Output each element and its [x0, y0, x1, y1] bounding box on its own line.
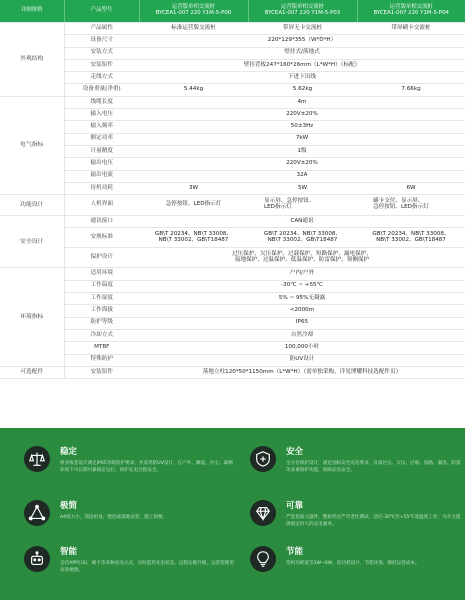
group-appearance: 外观结构: [0, 23, 64, 97]
cell-value: 220V±20%: [139, 158, 465, 170]
table-row: [0, 195, 465, 216]
cell-value: 5% ~ 95%无凝露: [139, 293, 465, 305]
cell-value: 过压保护、欠压保护、过载保护、短路保护、漏电保护、 接地保护、过温保护、低温保护、防雷保护、领侧保护: [139, 248, 465, 268]
cell-p00: 标准运营版交流桩: [139, 23, 248, 35]
feature-desc: 机身钣金设计满足IP65等级防护要求，并采用防UV设计，在户外、潮湿、沙尘、暴晒环境下可长期可靠稳定运行，保护充电过程安全。: [60, 461, 233, 474]
cell-p03: 显示屏、急停按钮、 LED指示灯: [248, 195, 357, 216]
table-row: [0, 23, 465, 35]
cell-value: 户内/户外: [139, 268, 465, 280]
row-label: 冷却方式: [64, 329, 139, 341]
table-row: [0, 216, 465, 228]
feature-title: 安全: [286, 447, 304, 457]
table-row: [0, 35, 465, 47]
feature-desc: A4纸大小，简洁机身，壁挂或落地安装，施工简便。: [60, 515, 168, 520]
table-row: [0, 84, 465, 96]
row-label: 计量精度: [64, 145, 139, 157]
table-row: [0, 342, 465, 354]
cell-p03: 5W: [248, 182, 357, 194]
table-header: [0, 0, 465, 23]
robot-icon: [24, 546, 50, 572]
cell-value: 落地立柱120*50*1150mm（L*W*H）（需单独采购，详见博耀科技选配件页）: [139, 366, 465, 378]
row-label: 安规标准: [64, 228, 139, 248]
row-label: 安装方式: [64, 47, 139, 59]
header-model-p00: 运营版单相交流桩 BYCEA1-007 220 Y1M-5-P00: [139, 0, 248, 23]
cell-p04: GB\T 20234、NB\T 33008、 NB\T 33002、GB\T18487: [357, 228, 465, 248]
feature-title: 节能: [286, 547, 304, 557]
row-label: 设备尺寸: [64, 35, 139, 47]
feature-desc: 全方位保护设计，满足国标安全充电要求，具备过压、欠压、过载、短路、漏电、防雷等多重保护功能，保障充电安全。: [286, 461, 461, 474]
feature-title: 稳定: [60, 447, 78, 457]
cell-value: 100,000小时: [139, 342, 465, 354]
cell-value: -30℃ ~ +55℃: [139, 280, 465, 292]
shield-plus-icon: [250, 446, 276, 472]
feature-desc: 支持APP扫码、刷卡等多种充电方式，实时监控充电状态，远程运维升级，运营管理更高效便捷。: [60, 561, 235, 574]
cell-p03: GB\T 20234、NB\T 33008、 NB\T 33002、GB\T18487: [248, 228, 357, 248]
cell-p00: GB\T 20234、NB\T 33008、 NB\T 33002、GB\T18487: [139, 228, 248, 248]
row-label: 防护等级: [64, 317, 139, 329]
row-label: 工作海拔: [64, 305, 139, 317]
cell-p03: 5.62kg: [248, 84, 357, 96]
group-safety: 安全设计: [0, 216, 64, 268]
table-row: [0, 366, 465, 378]
table-row: [0, 268, 465, 280]
cell-p04: 6W: [357, 182, 465, 194]
cell-p04: 刷卡支付、显示屏、 急停按钮、LED指示灯: [357, 195, 465, 216]
feature-title: 可靠: [286, 501, 304, 511]
cell-p00: 5.44kg: [139, 84, 248, 96]
cell-value: 防UV设计: [139, 354, 465, 366]
row-label: 线缆长度: [64, 96, 139, 108]
row-label: 输出电压: [64, 158, 139, 170]
group-electrical: 电气指标: [0, 96, 64, 194]
row-label: 设备重量(净重): [64, 84, 139, 96]
header-model-p03: 运营版单相交流桩 BYCEA1-007 220 Y1M-5-P03: [248, 0, 357, 23]
table-row: [0, 305, 465, 317]
cell-value: <2000m: [139, 305, 465, 317]
cell-p00: 3W: [139, 182, 248, 194]
cell-value: 壁挂式/落地式: [139, 47, 465, 59]
table-row: [0, 96, 465, 108]
diamond-icon: [250, 500, 276, 526]
row-label: 待机功耗: [64, 182, 139, 194]
feature-title: 极简: [60, 501, 78, 511]
cell-value: 220*129*355（W*D*H）: [139, 35, 465, 47]
feature-desc: 严选优质元器件，整桩经过严苛老化测试，适应-30℃至+55℃宽温度工作，为车主提供稳定持久的充电服务。: [286, 515, 461, 528]
cell-value: 1级: [139, 145, 465, 157]
row-label: 额定功率: [64, 133, 139, 145]
cell-value: 自然冷却: [139, 329, 465, 341]
table-row: [0, 59, 465, 71]
cell-p04: 带屏刷卡交流桩: [357, 23, 465, 35]
group-function: 功能设计: [0, 195, 64, 216]
cell-value: IP65: [139, 317, 465, 329]
table-row: [0, 109, 465, 121]
group-accessories: 可选配件: [0, 366, 64, 378]
header-model-p04: 运营版单相交流桩 BYCEA1-007 220 Y1M-5-P04: [357, 0, 465, 23]
table-row: [0, 329, 465, 341]
row-label: 适用环境: [64, 268, 139, 280]
group-environment: 环境指标: [0, 268, 64, 366]
row-label: 保护设计: [64, 248, 139, 268]
row-label: 输出电流: [64, 170, 139, 182]
table-row: [0, 133, 465, 145]
header-spec-label: 详细规格: [0, 0, 64, 23]
row-label: 走线方式: [64, 72, 139, 84]
feature-desc: 待机功耗低至3W~6W，低功耗设计，节能环保，降低运营成本。: [286, 561, 420, 566]
features-panel: [0, 428, 465, 600]
header-model-label: 产品型号: [64, 0, 139, 23]
table-row: [0, 280, 465, 292]
table-row: [0, 228, 465, 248]
feature-title: 智能: [60, 547, 78, 557]
row-label: 通讯接口: [64, 216, 139, 228]
table-row: [0, 47, 465, 59]
table-row: [0, 170, 465, 182]
row-label: 特殊防护: [64, 354, 139, 366]
table-row: [0, 354, 465, 366]
table-row: [0, 121, 465, 133]
table-row: [0, 158, 465, 170]
cell-p04: 7.66kg: [357, 84, 465, 96]
table-row: [0, 317, 465, 329]
row-label: 工作湿度: [64, 293, 139, 305]
row-label: 安装铝件: [64, 366, 139, 378]
cell-p03: 带屏无卡交流桩: [248, 23, 357, 35]
cell-value: 7kW: [139, 133, 465, 145]
cell-value: 壁挂背板247*160*26mm（L*W*H）（标配）: [139, 59, 465, 71]
row-label: 输入电压: [64, 109, 139, 121]
triangle-nodes-icon: [24, 500, 50, 526]
row-label: 产品属性: [64, 23, 139, 35]
cell-value: 4m: [139, 96, 465, 108]
scale-icon: [24, 446, 50, 472]
cell-value: 220V±20%: [139, 109, 465, 121]
row-label: 工作温度: [64, 280, 139, 292]
table-row: [0, 248, 465, 268]
table-row: [0, 145, 465, 157]
table-row: [0, 182, 465, 194]
table-row: [0, 293, 465, 305]
row-label: 人机界面: [64, 195, 139, 216]
cell-value: 50±3Hz: [139, 121, 465, 133]
row-label: 安装铝件: [64, 59, 139, 71]
cell-value: 32A: [139, 170, 465, 182]
cell-value: CAN通讯: [139, 216, 465, 228]
table-row: [0, 72, 465, 84]
bulb-icon: [250, 546, 276, 572]
cell-value: 下进下出线: [139, 72, 465, 84]
row-label: MTBF: [64, 342, 139, 354]
cell-p00: 急停按钮、LED指示灯: [139, 195, 248, 216]
row-label: 输入频率: [64, 121, 139, 133]
